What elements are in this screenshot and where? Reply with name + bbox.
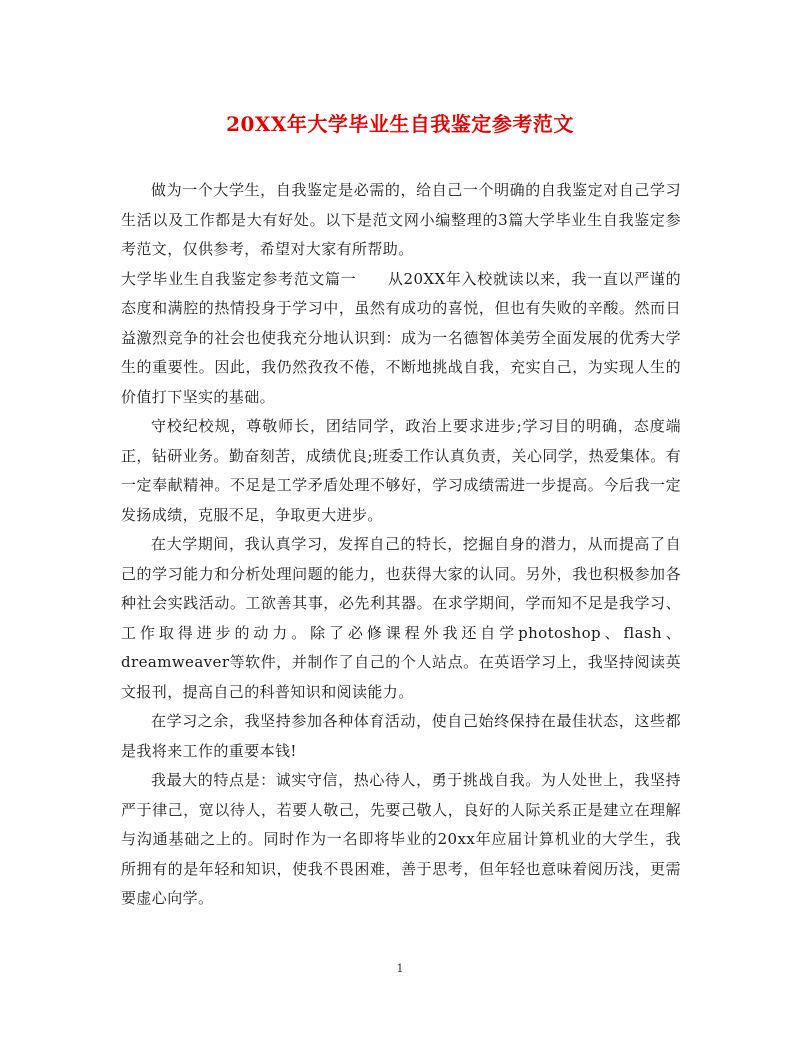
university-study-paragraph: 在大学期间，我认真学习，发挥自己的特长，挖掘自身的潜力，从而提高了自己的学习能力和分析处理问题的能力，也获得大家的认同。另外，我也积极参加各种社会实践活动。工欲善其事，必先利其器。在求学期间，学而知不足是我学习、工作取得进步的动力。除了必修课程外我还自学photoshop、flash、dreamweaver等软件，并制作了自己的个人站点。在英语学习上，我坚持阅读英文报刊，提高自己的科普知识和阅读能力。 (121, 535, 681, 701)
document-title: 20XX年大学毕业生自我鉴定参考范文 (226, 112, 574, 136)
personal-traits-paragraph: 我最大的特点是：诚实守信，热心待人，勇于挑战自我。为人处世上，我坚持严于律己，宽以待人，若要人敬己，先要己敬人，良好的人际关系正是建立在理解与沟通基础之上的。同时作为一名即将毕业的20xx年应届计算机业的大学生，我所拥有的是年轻和知识，使我不畏困难，善于思考，但年轻也意味着阅历浅，更需要虚心向学。 (121, 771, 681, 907)
discipline-paragraph: 守校纪校规，尊敬师长，团结同学，政治上要求进步;学习目的明确，态度端正，钻研业务。勤奋刻苦，成绩优良;班委工作认真负责，关心同学，热爱集体。有一定奉献精神。不足是工学矛盾处理不够好，学习成绩需进一步提高。今后我一定发扬成绩，克服不足，争取更大进步。 (121, 417, 681, 524)
essay-one-opening-paragraph: 大学毕业生自我鉴定参考范文篇一 从20XX年入校就读以来，我一直以严谨的态度和满腔的热情投身于学习中，虽然有成功的喜悦，但也有失败的辛酸。然而日益激烈竞争的社会也使我充分地认识到：成为一名德智体美劳全面发展的优秀大学生的重要性。因此，我仍然孜孜不倦，不断地挑战自我，充实自己，为实现人生的价值打下坚实的基础。 (121, 269, 681, 406)
page-number: 1 (396, 962, 404, 975)
sports-paragraph: 在学习之余，我坚持参加各种体育活动，使自己始终保持在最佳状态，这些都是我将来工作的重要本钱! (121, 712, 681, 760)
intro-paragraph: 做为一个大学生，自我鉴定是必需的，给自己一个明确的自我鉴定对自己学习生活以及工作都是大有好处。以下是范文网小编整理的3篇大学毕业生自我鉴定参考范文，仅供参考，希望对大家有所帮助。 (121, 181, 681, 258)
document-body (121, 176, 681, 914)
